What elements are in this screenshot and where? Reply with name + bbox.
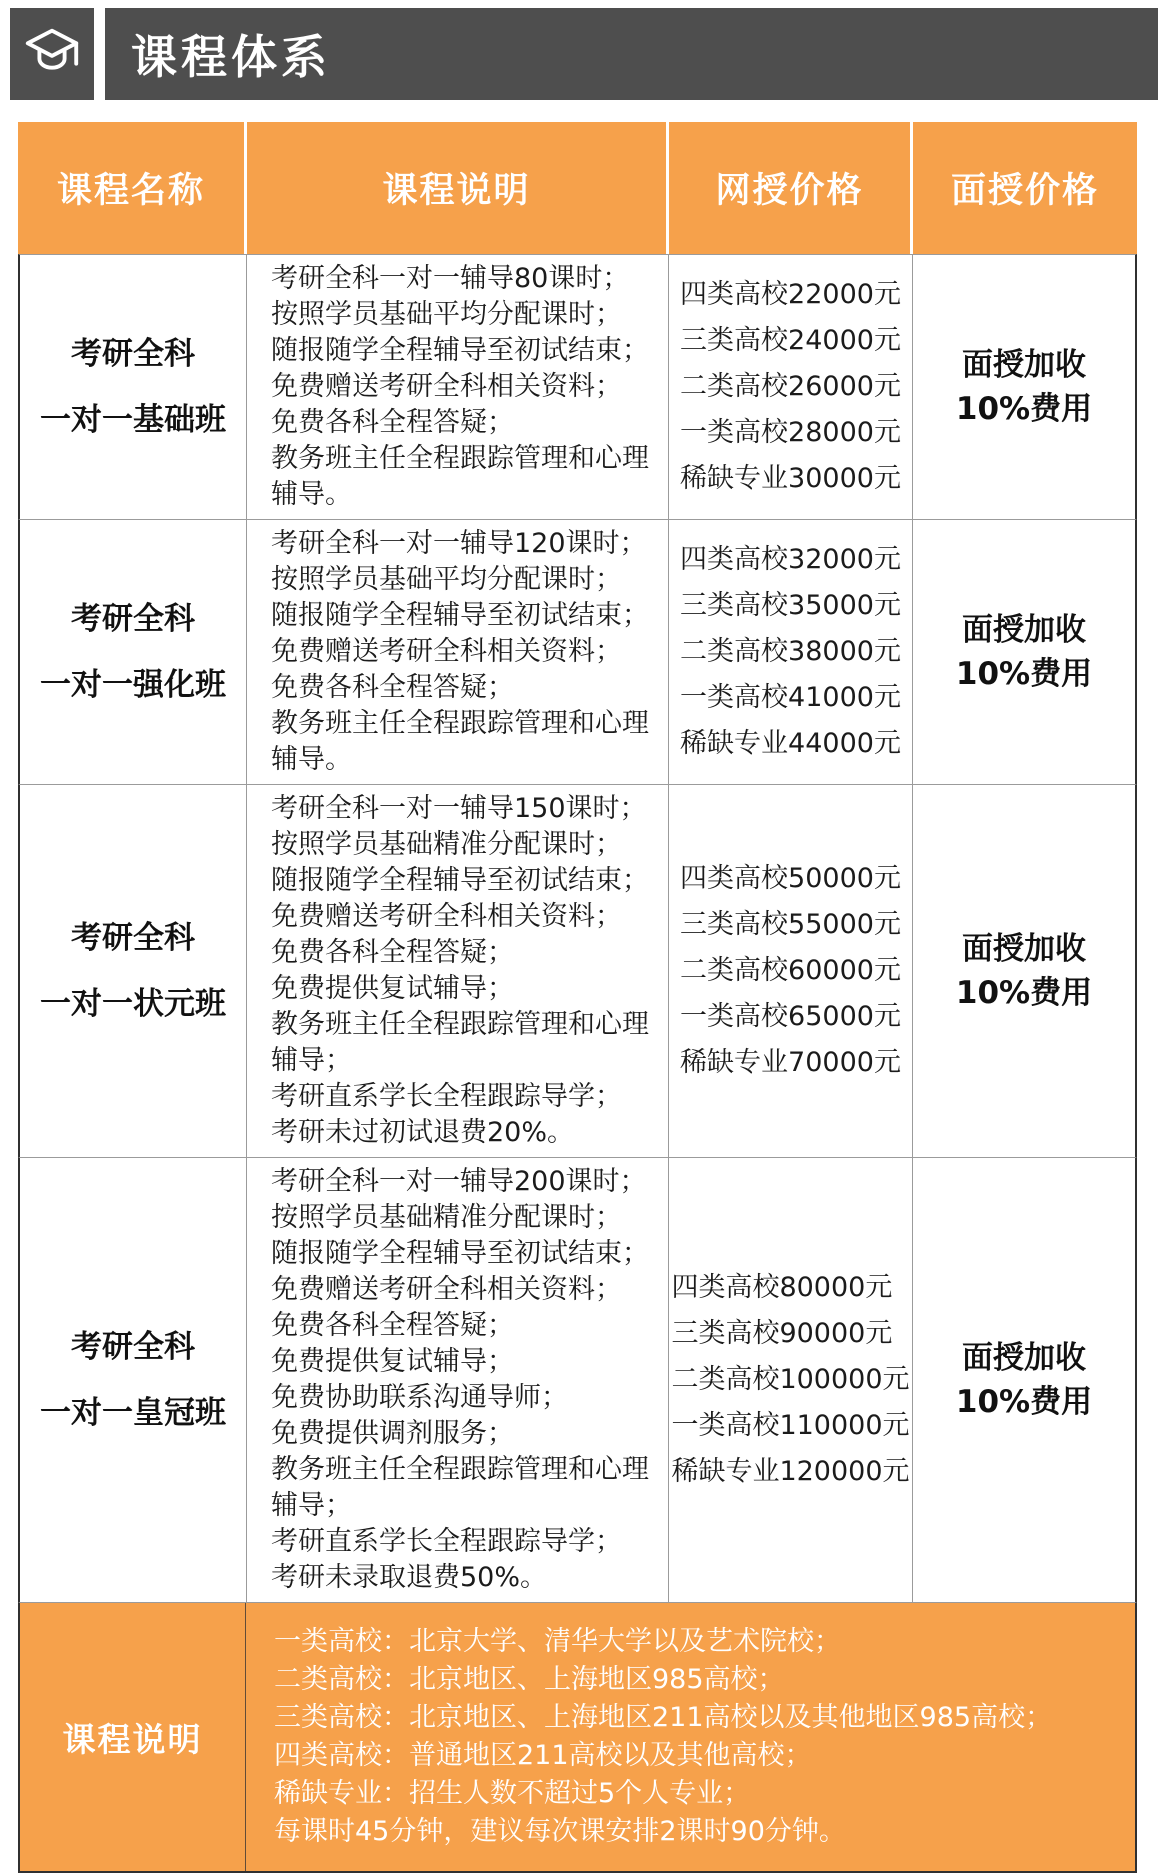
offline-price-line: 10%费用 <box>955 1384 1093 1420</box>
price-line: 稀缺专业70000元 <box>680 1047 901 1078</box>
price-line: 二类高校26000元 <box>680 371 901 402</box>
price-line: 稀缺专业30000元 <box>680 463 901 494</box>
offline-price-line: 10%费用 <box>955 975 1093 1011</box>
course-name-line: 考研全科 <box>71 336 195 372</box>
price-line: 四类高校80000元 <box>671 1272 893 1303</box>
description-line: 考研全科一对一辅导80课时； <box>271 263 630 294</box>
table-row <box>18 1157 1137 1602</box>
price-line: 二类高校100000元 <box>671 1364 910 1395</box>
price-line: 稀缺专业44000元 <box>680 728 901 759</box>
course-name-line: 一对一基础班 <box>40 402 226 438</box>
online-price-cell <box>668 1158 912 1602</box>
course-name-line: 考研全科 <box>71 920 195 956</box>
offline-price-line: 面授加收 <box>962 347 1086 383</box>
course-description-cell <box>246 255 668 519</box>
course-pricing-table <box>18 122 1137 1873</box>
footer-note-line: 每课时45分钟，建议每次课安排2课时90分钟。 <box>274 1816 846 1847</box>
course-description-cell <box>246 785 668 1157</box>
graduation-cap-icon <box>21 21 83 87</box>
price-line: 三类高校35000元 <box>680 590 901 621</box>
online-price-cell <box>668 255 912 519</box>
footer-note-line: 二类高校：北京地区、上海地区985高校； <box>274 1664 785 1695</box>
table-footer-notes <box>18 1602 1137 1873</box>
online-price-cell <box>668 785 912 1157</box>
description-line: 教务班主任全程跟踪管理和心理辅导； <box>271 1454 649 1521</box>
footer-note-line: 三类高校：北京地区、上海地区211高校以及其他地区985高校； <box>274 1702 1053 1733</box>
description-line: 按照学员基础平均分配课时； <box>271 299 622 330</box>
offline-price-line: 10%费用 <box>955 391 1093 427</box>
description-line: 考研全科一对一辅导200课时； <box>271 1166 647 1197</box>
description-line: 随报随学全程辅导至初试结束； <box>271 335 649 366</box>
description-line: 免费各科全程答疑； <box>271 1310 514 1341</box>
banner-title-bar <box>105 8 1158 100</box>
description-line: 考研未录取退费50%。 <box>271 1562 548 1593</box>
description-line: 按照学员基础精准分配课时； <box>271 829 622 860</box>
course-name-cell <box>20 1158 246 1602</box>
price-line: 二类高校60000元 <box>680 955 901 986</box>
header-offline-price: 面授价格 <box>910 122 1137 254</box>
footer-note-line: 四类高校：普通地区211高校以及其他高校； <box>274 1740 812 1771</box>
description-line: 免费提供复试辅导； <box>271 1346 514 1377</box>
footer-note-line: 一类高校：北京大学、清华大学以及艺术院校； <box>274 1626 841 1657</box>
course-name-line: 考研全科 <box>71 1329 195 1365</box>
price-line: 四类高校22000元 <box>680 279 901 310</box>
offline-price-line: 面授加收 <box>962 1340 1086 1376</box>
description-line: 教务班主任全程跟踪管理和心理辅导。 <box>271 708 649 775</box>
description-line: 免费赠送考研全科相关资料； <box>271 901 622 932</box>
price-line: 四类高校32000元 <box>680 544 901 575</box>
footer-note-line: 稀缺专业：招生人数不超过5个人专业； <box>274 1778 751 1809</box>
description-line: 免费提供调剂服务； <box>271 1418 514 1449</box>
description-line: 教务班主任全程跟踪管理和心理辅导； <box>271 1009 649 1076</box>
price-line: 一类高校41000元 <box>680 682 901 713</box>
price-line: 一类高校65000元 <box>680 1001 901 1032</box>
description-line: 随报随学全程辅导至初试结束； <box>271 1238 649 1269</box>
description-line: 免费各科全程答疑； <box>271 672 514 703</box>
offline-price-cell <box>912 1158 1135 1602</box>
table-row <box>18 784 1137 1157</box>
description-line: 免费各科全程答疑； <box>271 937 514 968</box>
header-online-price: 网授价格 <box>666 122 910 254</box>
course-name-line: 考研全科 <box>71 601 195 637</box>
price-line: 一类高校28000元 <box>680 417 901 448</box>
description-line: 考研未过初试退费20%。 <box>271 1117 575 1148</box>
offline-price-cell <box>912 520 1135 784</box>
description-line: 按照学员基础精准分配课时； <box>271 1202 622 1233</box>
price-line: 稀缺专业120000元 <box>671 1456 910 1487</box>
price-line: 一类高校110000元 <box>671 1410 910 1441</box>
description-line: 免费赠送考研全科相关资料； <box>271 371 622 402</box>
footer-label-cell <box>20 1603 246 1871</box>
course-description-cell <box>246 1158 668 1602</box>
course-description-cell <box>246 520 668 784</box>
offline-price-cell <box>912 785 1135 1157</box>
description-line: 考研全科一对一辅导150课时； <box>271 793 647 824</box>
offline-price-line: 面授加收 <box>962 612 1086 648</box>
banner-icon-box <box>10 8 94 100</box>
offline-price-line: 10%费用 <box>955 656 1093 692</box>
course-name-cell <box>20 785 246 1157</box>
header-course-description: 课程说明 <box>244 122 666 254</box>
price-line: 三类高校90000元 <box>671 1318 893 1349</box>
description-line: 考研直系学长全程跟踪导学； <box>271 1081 622 1112</box>
footer-notes <box>246 1603 1135 1871</box>
course-name-line: 一对一皇冠班 <box>40 1395 226 1431</box>
price-line: 四类高校50000元 <box>680 863 901 894</box>
footer-label: 课程说明 <box>62 1719 203 1759</box>
page-banner <box>10 8 1158 100</box>
course-name-cell <box>20 255 246 519</box>
description-line: 考研全科一对一辅导120课时； <box>271 528 647 559</box>
description-line: 按照学员基础平均分配课时； <box>271 564 622 595</box>
price-line: 三类高校55000元 <box>680 909 901 940</box>
table-row <box>18 519 1137 784</box>
header-course-name: 课程名称 <box>56 171 205 211</box>
description-line: 免费各科全程答疑； <box>271 407 514 438</box>
table-row <box>18 254 1137 519</box>
page-title: 课程体系 <box>131 30 331 84</box>
course-name-line: 一对一状元班 <box>40 986 226 1022</box>
description-line: 随报随学全程辅导至初试结束； <box>271 600 649 631</box>
description-line: 教务班主任全程跟踪管理和心理辅导。 <box>271 443 649 510</box>
description-line: 免费协助联系沟通导师； <box>271 1382 568 1413</box>
table-header-row <box>18 122 1137 254</box>
description-line: 考研直系学长全程跟踪导学； <box>271 1526 622 1557</box>
course-name-line: 一对一强化班 <box>40 667 226 703</box>
description-line: 免费提供复试辅导； <box>271 973 514 1004</box>
description-line: 免费赠送考研全科相关资料； <box>271 1274 622 1305</box>
price-line: 二类高校38000元 <box>680 636 901 667</box>
price-line: 三类高校24000元 <box>680 325 901 356</box>
offline-price-cell <box>912 255 1135 519</box>
offline-price-line: 面授加收 <box>962 931 1086 967</box>
description-line: 免费赠送考研全科相关资料； <box>271 636 622 667</box>
course-name-cell <box>20 520 246 784</box>
online-price-cell <box>668 520 912 784</box>
description-line: 随报随学全程辅导至初试结束； <box>271 865 649 896</box>
